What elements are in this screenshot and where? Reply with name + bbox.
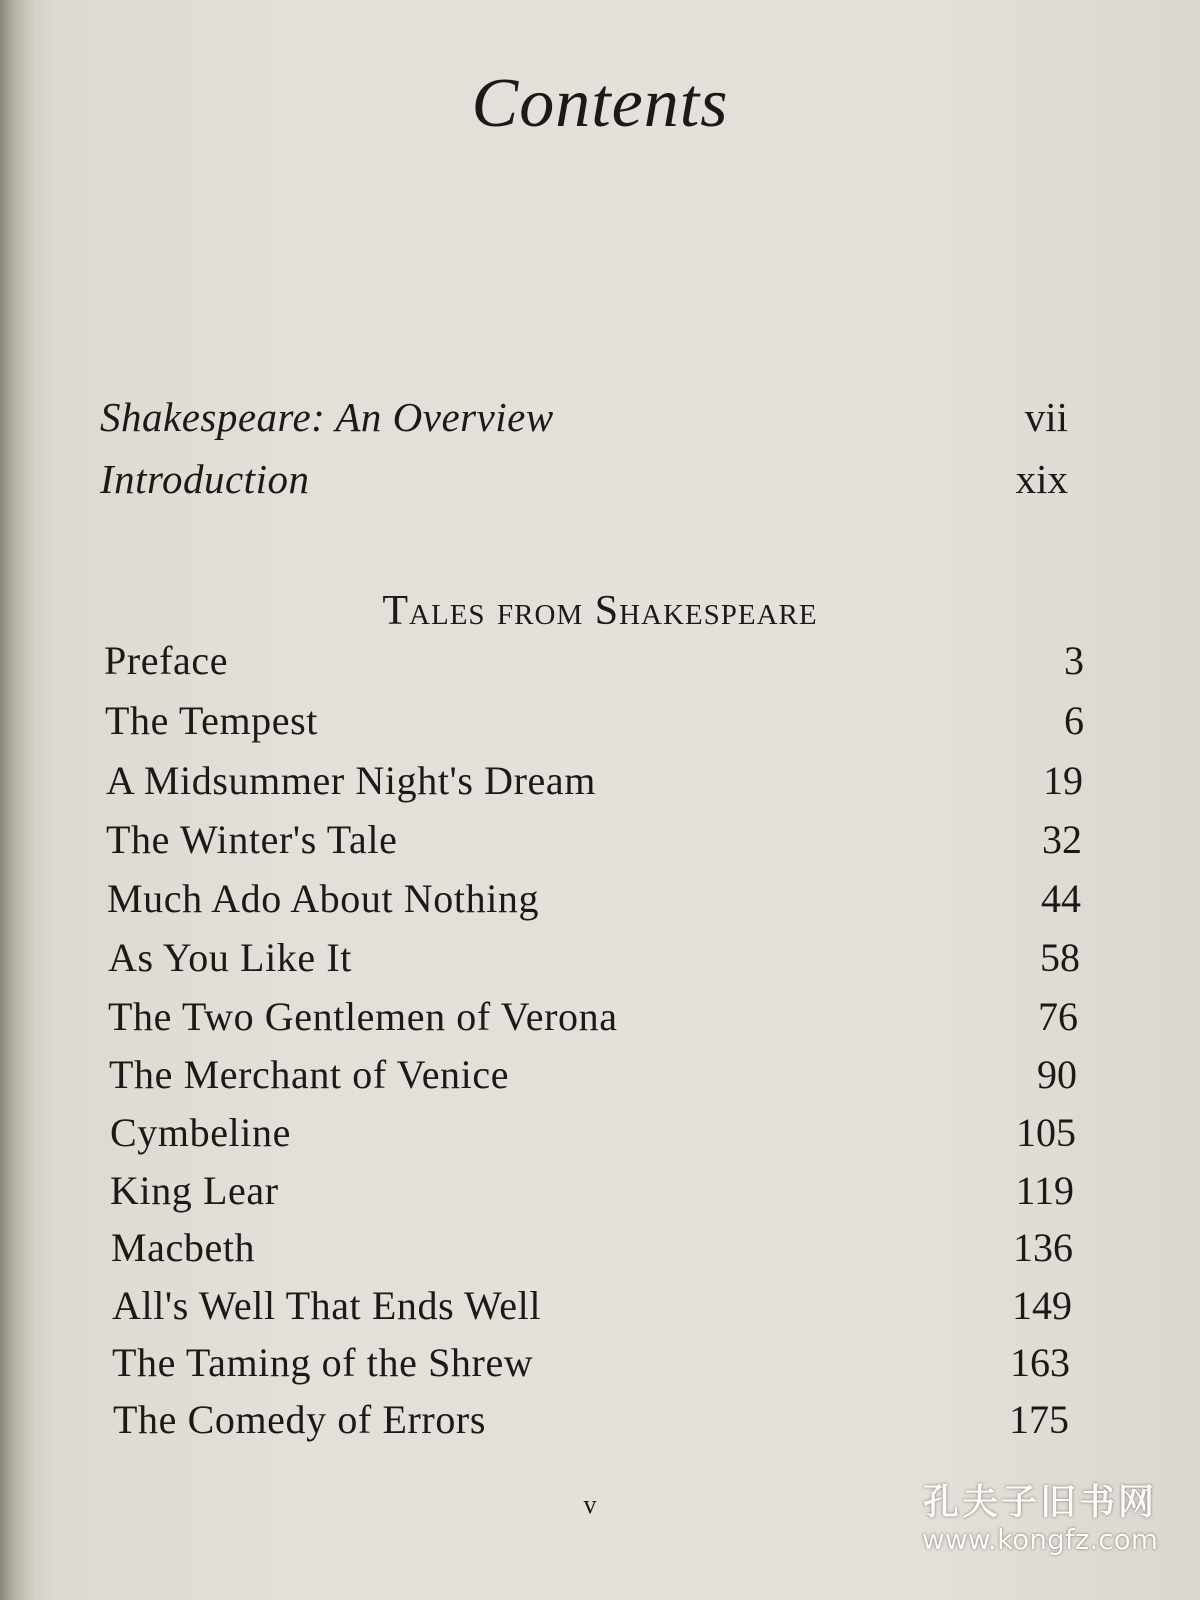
page-title: Contents: [471, 65, 729, 142]
toc-entry: [110, 1166, 1074, 1216]
toc-entry-title: Shakespeare: An Overview: [100, 394, 554, 440]
toc-entry: [111, 1223, 1073, 1273]
toc-entry-page: 90: [1037, 1052, 1077, 1097]
toc-entry-page: 163: [1010, 1340, 1070, 1385]
toc-entry-title: King Lear: [110, 1168, 279, 1213]
toc-entry-page: 32: [1042, 817, 1082, 862]
toc-entry-page: 119: [1015, 1168, 1074, 1213]
toc-entry-page: vii: [1024, 394, 1068, 440]
toc-entry: [105, 696, 1084, 746]
toc-entry: [109, 1050, 1077, 1100]
toc-entry: [108, 933, 1080, 983]
toc-entry-title: The Taming of the Shrew: [112, 1340, 534, 1385]
toc-entry: [108, 992, 1078, 1042]
toc-entry-title: The Merchant of Venice: [109, 1052, 510, 1097]
toc-entry-page: 3: [1064, 638, 1084, 683]
toc-entry-title: Much Ado About Nothing: [107, 876, 540, 921]
toc-entry: [107, 874, 1081, 924]
toc-entry: [106, 756, 1083, 806]
toc-entry-page: 136: [1013, 1225, 1073, 1270]
toc-entry-title: Preface: [104, 638, 229, 683]
toc-entry-page: 19: [1043, 758, 1083, 803]
toc-entry: [104, 636, 1084, 686]
toc-entry: [112, 1338, 1070, 1388]
toc-entry-page: 149: [1012, 1283, 1072, 1328]
toc-entry: [106, 815, 1082, 865]
toc-entry-title: Macbeth: [111, 1225, 256, 1270]
book-spine-shadow: [0, 0, 38, 1600]
toc-entry: [110, 1108, 1076, 1158]
toc-entry-title: Introduction: [100, 456, 310, 502]
toc-entry-title: All's Well That Ends Well: [112, 1283, 542, 1328]
toc-entry-page: 58: [1040, 935, 1080, 980]
toc-entry-title: The Comedy of Errors: [113, 1397, 487, 1442]
toc-entry-page: xix: [1015, 456, 1068, 502]
toc-entry-page: 6: [1064, 698, 1084, 743]
page-number: v: [583, 1490, 597, 1519]
toc-entry-page: 44: [1041, 876, 1081, 921]
toc-front-entry-introduction: [100, 454, 1068, 504]
toc-entry: [113, 1395, 1069, 1445]
toc-entry-page: 76: [1038, 994, 1078, 1039]
watermark-name: 孔夫子旧书网: [922, 1482, 1157, 1523]
toc-entry: [112, 1281, 1072, 1331]
toc-entry-title: Cymbeline: [110, 1110, 291, 1155]
toc-front-entry-overview: [100, 392, 1068, 442]
section-heading: Tales from Shakespeare: [382, 588, 818, 634]
toc-entry-title: A Midsummer Night's Dream: [106, 758, 596, 803]
toc-entry-title: As You Like It: [108, 935, 352, 980]
toc-entry-title: The Tempest: [105, 698, 319, 743]
watermark-url: www.kongfz.com: [921, 1523, 1159, 1556]
toc-entry-title: The Winter's Tale: [106, 817, 398, 862]
toc-entry-page: 105: [1016, 1110, 1076, 1155]
toc-entry-page: 175: [1009, 1397, 1069, 1442]
toc-entry-title: The Two Gentlemen of Verona: [108, 994, 618, 1039]
watermark-logo: [900, 1482, 1180, 1556]
